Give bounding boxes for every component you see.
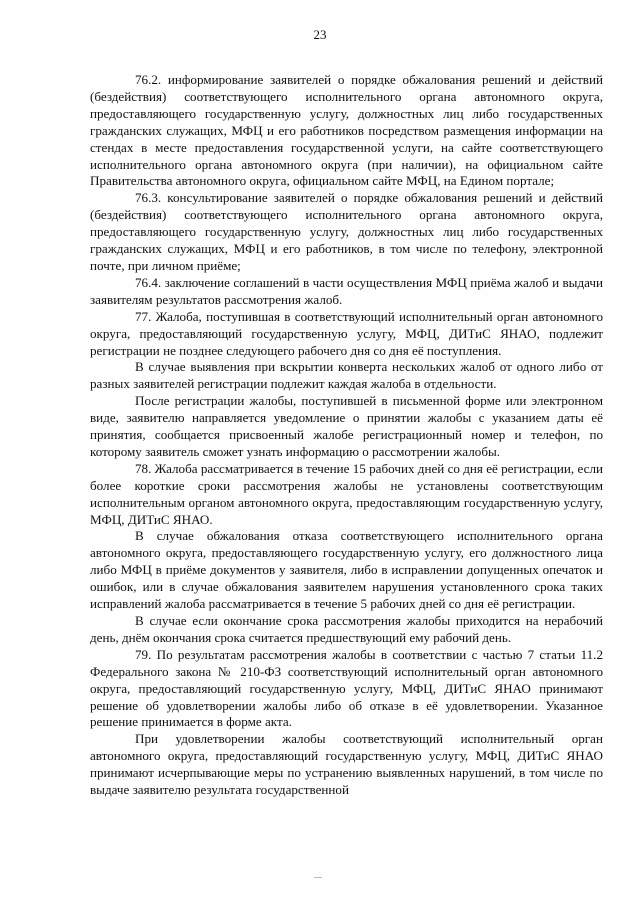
- paragraph-78-refusal-appeal: В случае обжалования отказа соответствующего исполнительного органа автономного округа, предоставляющего государственную услугу, его должностного лица либо МФЦ в приёме документов у заявителя, либо в исправлении допущенных опечаток и ошибок, или в случае обжалования заявителем нарушения установленного срока таких исправлений жалоба рассматривается в течение 5 рабочих дней со дня её регистрации.: [90, 528, 603, 612]
- paragraph-78-nonworking-day: В случае если окончание срока рассмотрения жалобы приходится на нерабочий день, днём окончания срока считается предшествующий ему рабочий день.: [90, 613, 603, 645]
- page-number: 23: [313, 27, 327, 42]
- paragraph-79-satisfaction: При удовлетворении жалобы соответствующий исполнительный орган автономного округа, предоставляющий государственную услугу, МФЦ, ДИТиС ЯНАО принимают исчерпывающие меры по устранению выявленных нарушений, в том числе по выдаче заявителю результата государственной: [90, 731, 603, 798]
- document-body: [90, 72, 603, 799]
- paragraph-76-4: 76.4. заключение соглашений в части осуществления МФЦ приёма жалоб и выдачи заявителям результатов рассмотрения жалоб.: [90, 274, 603, 307]
- paragraph-77: 77. Жалоба, поступившая в соответствующий исполнительный орган автономного округа, предоставляющий государственную услугу, МФЦ, ДИТиС ЯНАО, подлежит регистрации не позднее следующего рабочего дня со дня её поступления.: [90, 308, 603, 358]
- paragraph-78: 78. Жалоба рассматривается в течение 15 рабочих дней со дня её регистрации, если более короткие сроки рассмотрения жалобы не установлены соответствующим исполнительным органом автономного округа, предоставляющим государственную услугу, МФЦ, ДИТиС ЯНАО.: [90, 460, 603, 527]
- paragraph-76-2: 76.2. информирование заявителей о порядке обжалования решений и действий (бездействия) соответствующего исполнительного органа автономного округа, предоставляющего государственную услугу, должностных лиц либо государственных гражданских служащих, МФЦ и его работников посредством размещения информации на стендах в месте предоставления государственной услуги, на сайте соответствующего исполнительного органа автономного округа (при наличии), на официальном сайте Правительства автономного округа, официальном сайте МФЦ, на Едином портале;: [90, 72, 603, 189]
- paragraph-77-notification: После регистрации жалобы, поступившей в письменной форме или электронном виде, заявителю направляется уведомление о принятии жалобы с указанием даты её принятия, сообщается присвоенный жалобе регистрационный номер и телефон, по которому заявитель сможет узнать информацию о рассмотрении жалобы.: [90, 393, 603, 459]
- scan-mark: [314, 877, 322, 878]
- paragraph-76-3: 76.3. консультирование заявителей о порядке обжалования решений и действий (бездействия) соответствующего исполнительного органа автономного округа, предоставляющего государственную услугу, должностных лиц либо государственных гражданских служащих, МФЦ и его работников, в том числе по телефону, электронной почте, при личном приёме;: [90, 190, 603, 273]
- paragraph-77-multiple-complaints: В случае выявления при вскрытии конверта нескольких жалоб от одного либо от разных заявителей регистрации подлежит каждая жалоба в отдельности.: [90, 359, 603, 392]
- paragraph-79: 79. По результатам рассмотрения жалобы в соответствии с частью 7 статьи 11.2 Федерального закона № 210-ФЗ соответствующий исполнительный орган автономного округа, предоставляющий государственную услугу, МФЦ, ДИТиС ЯНАО принимают решение об удовлетворении жалобы либо об отказе в её удовлетворении. Указанное решение принимается в форме акта.: [90, 646, 603, 730]
